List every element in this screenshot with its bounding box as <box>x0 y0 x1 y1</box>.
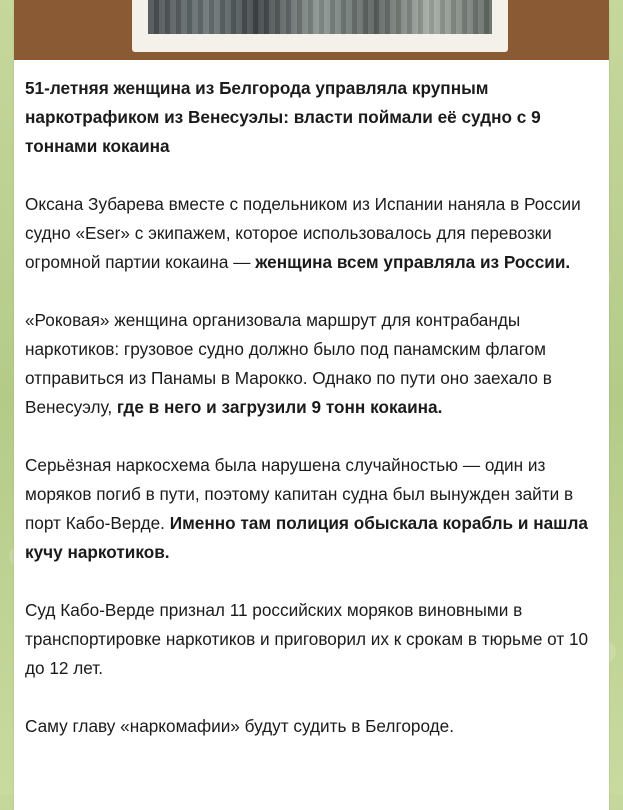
message-bubble <box>14 0 609 810</box>
paragraph-2: «Роковая» женщина организовала маршрут для контрабанды наркотиков: грузовое судно должно было под панамским флагом отправиться из Панамы в Марокко. Однако по пути оно заехало в Венесуэлу, где в него и загрузили 9 тонн кокаина. <box>25 310 552 417</box>
paragraph-1: Оксана Зубарева вместе с подельником из Испании наняла в России судно «Eser» с экипажем, которое использовалось для перевозки огромной партии кокаина — женщина всем управляла из России. <box>25 194 581 272</box>
message-text <box>25 74 603 770</box>
paragraph-3: Серьёзная наркосхема была нарушена случайностью — один из моряков погиб в пути, поэтому капитан судна был вынужден зайти в порт Кабо-Верде. Именно там полиция обыскала корабль и нашла кучу наркотиков. <box>25 455 588 562</box>
paragraph-5: Саму главу «наркомафии» будут судить в Белгороде. <box>25 716 454 736</box>
photo-content <box>148 0 492 34</box>
message-title: 51-летняя женщина из Белгорода управляла крупным наркотрафиком из Венесуэлы: власти поймали её судно с 9 тоннами кокаина <box>25 78 541 156</box>
paragraph-4: Суд Кабо-Верде признал 11 российских моряков виновными в транспортировке наркотиков и приговорил их к срокам в тюрьме от 10 до 12 лет. <box>25 600 589 678</box>
photo-frame <box>132 0 508 52</box>
message-photo[interactable] <box>14 0 609 60</box>
